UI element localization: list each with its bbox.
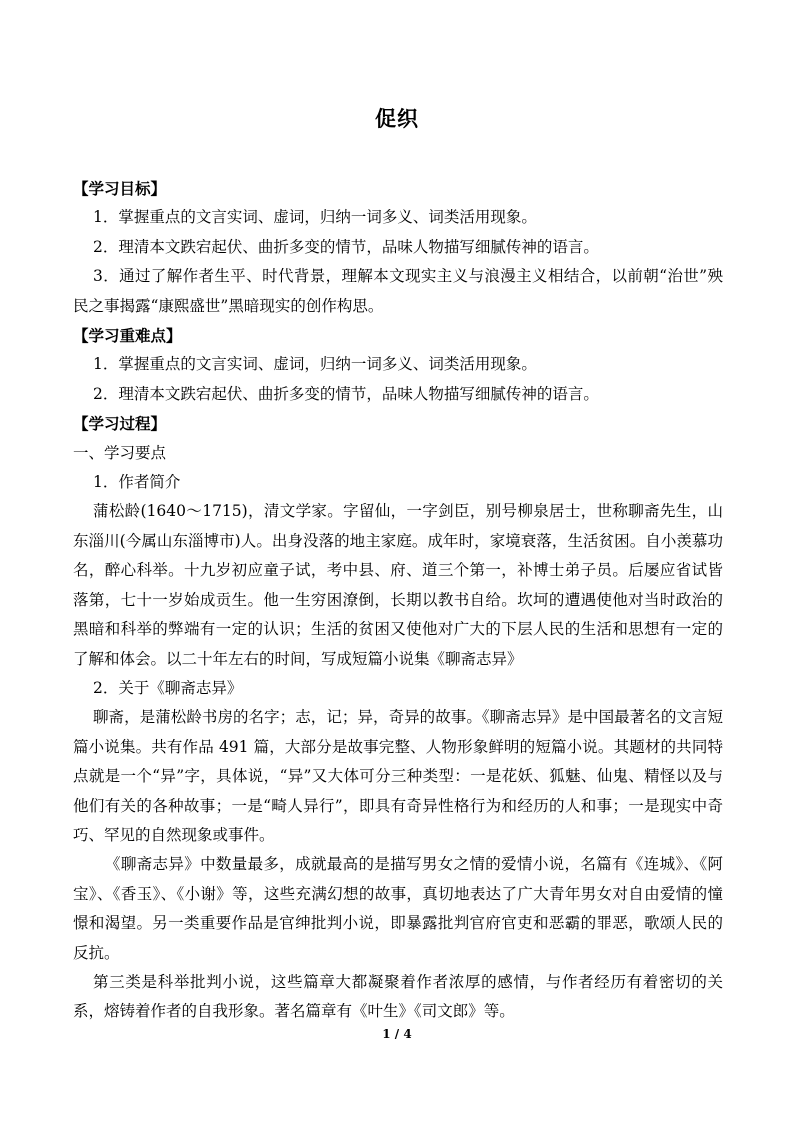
page-number: 1 / 4: [382, 1027, 412, 1041]
subheading-about-liaozhai: 2．关于《聊斋志异》: [93, 678, 243, 697]
paragraph-liaozhai-overview: 聊斋，是蒲松龄书房的名字；志，记；异，奇异的故事。《聊斋志异》是中国最著名的文言短篇小说集。共有作品 491 篇，大部分是故事完整、人物形象鲜明的短篇小说。其题材的共同特点就是一个“异”字，具体说，“异”又大体可分三种类型：一是花妖、狐魅、仙鬼、精怪以及与他们有关的各种故事；一是“畸人异行”，即具有奇异性格行为和经历的人和事；一是现实中奇巧、罕见的自然现象或事件。: [73, 708, 723, 844]
paragraph-exam-critique: 第三类是科举批判小说，这些篇章大都凝聚着作者浓厚的感情，与作者经历有着密切的关系，熔铸着作者的自我形象。著名篇章有《叶生》《司文郎》等。: [73, 972, 723, 1021]
paragraph-love-stories: 《聊斋志异》中数量最多，成就最高的是描写男女之情的爱情小说，名篇有《连城》、《阿宝》、《香玉》、《小谢》等，这些充满幻想的故事，真切地表达了广大青年男女对自由爱情的憧憬和渴望。另一类重要作品是官绅批判小说，即暴露批判官府官吏和恶霸的罪恶，歌颂人民的反抗。: [73, 855, 723, 962]
paragraph-author-bio: 蒲松龄(1640～1715)，清文学家。字留仙，一字剑臣，别号柳泉居士，世称聊斋先生，山东淄川(今属山东淄博市)人。出身没落的地主家庭。成年时，家境衰落，生活贫困。自小羡慕功名，醉心科举。十九岁初应童子试，考中县、府、道三个第一，补博士弟子员。后屡应省试皆落第，七十一岁始成贡生。他一生穷困潦倒，长期以教书自给。坎坷的遭遇使他对当时政治的黑暗和科举的弊端有一定的认识；生活的贫困又使他对广大的下层人民的生活和思想有一定的了解和体会。以二十年左右的时间，写成短篇小说集《聊斋志异》: [73, 502, 723, 668]
document-body: [73, 174, 723, 1027]
page-title: 促织: [375, 106, 419, 131]
section-heading-process: 【学习过程】: [73, 414, 167, 434]
section-heading-goals: 【学习目标】: [73, 179, 167, 198]
section-heading-key-points: 【学习重难点】: [73, 326, 182, 346]
goal-item-1: 1．掌握重点的文言实词、虚词，归纳一词多义、词类活用现象。: [93, 208, 537, 227]
goal-item-2: 2．理清本文跌宕起伏、曲折多变的情节，品味人物描写细腻传神的语言。: [93, 237, 599, 256]
key-point-item-1: 1．掌握重点的文言实词、虚词，归纳一词多义、词类活用现象。: [93, 355, 537, 374]
subsection-heading-points: 一、学习要点: [73, 443, 167, 462]
goal-item-3: 3．通过了解作者生平、时代背景，理解本文现实主义与浪漫主义相结合，以前朝“治世”殃民之事揭露“康熙盛世”黑暗现实的创作构思。: [73, 267, 723, 315]
key-point-item-2: 2．理清本文跌宕起伏、曲折多变的情节，品味人物描写细腻传神的语言。: [93, 384, 599, 403]
subheading-author-intro: 1．作者简介: [93, 473, 181, 492]
